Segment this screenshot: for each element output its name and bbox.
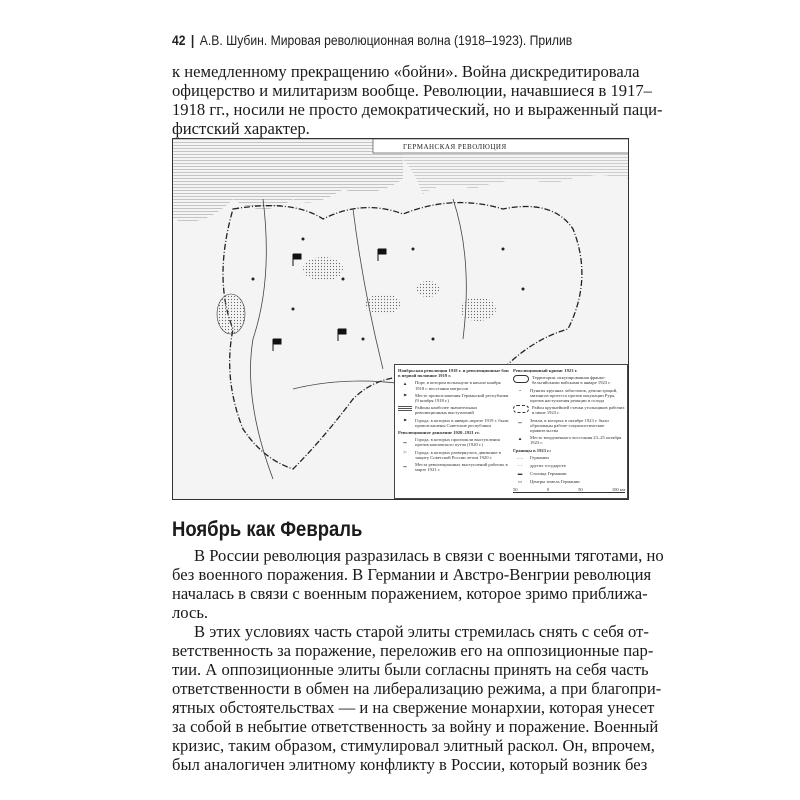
dot-icon: • bbox=[519, 388, 521, 393]
text-line: лось. bbox=[172, 603, 209, 622]
legend-item: Города, в которых развернулось движение в защиту Советской России летом 1920 г. bbox=[415, 449, 501, 460]
legend-item: Германии bbox=[530, 454, 549, 460]
text-line: ответственности в обмен на либерализацию режима, а при благопри- bbox=[172, 679, 662, 698]
legend-heading: Ноябрьская революция 1918 г. и революционные бои в первой половине 1919 г. bbox=[398, 368, 509, 379]
page-number: 42 bbox=[172, 33, 186, 48]
legend-item: других государств bbox=[530, 462, 566, 468]
legend-item: Столица Германии bbox=[530, 470, 567, 476]
text-line: ятных обстоятельствах — и на свержение монархии, которая унесет bbox=[172, 698, 655, 717]
legend-item: Территория, оккупированная франко-бельгийскими войсками в январе 1923 г. bbox=[532, 375, 611, 386]
scale-label: 50 bbox=[513, 486, 518, 492]
text-line: В этих условиях часть старой элиты стремилась снять с себя от- bbox=[194, 622, 649, 641]
dotted-area-icon bbox=[513, 405, 529, 413]
scale-label: 50 bbox=[578, 486, 583, 492]
text-line: офицерство и милитаризм вообще. Революции, начавшиеся в 1917– bbox=[172, 81, 652, 100]
section-body bbox=[172, 546, 664, 774]
triangle-icon: ▲ bbox=[517, 435, 523, 441]
pennant-icon: ⚐ bbox=[402, 450, 408, 456]
scale-label: 0 bbox=[546, 486, 549, 492]
city-underline-icon: ▁ bbox=[403, 462, 407, 468]
text-line: кризис, таким образом, стимулировал элитный раскол. Он, впрочем, bbox=[172, 736, 655, 755]
legend-item: Район крупнейшей стачки угольщиков рабочих в июне 1923 г. bbox=[532, 405, 625, 416]
text-line: 1918 гг., носили не просто демократический, но и выраженный паци- bbox=[172, 100, 663, 119]
book-title: А.В. Шубин. Мировая революционная волна (1918–1923). Прилив bbox=[199, 33, 573, 48]
revolution-area bbox=[460, 297, 496, 321]
legend-heading: Революционный кризис 1923 г. bbox=[513, 368, 578, 373]
revolution-area bbox=[365, 294, 401, 314]
legend-item: Города, в которых в январе–апреле 1919 г. были провозглашены Советские республики bbox=[415, 417, 509, 428]
flag-icon: ⚑ bbox=[402, 393, 408, 399]
section-heading: Ноябрь как Февраль bbox=[172, 518, 363, 541]
text-line: без военного поражения. В Германии и Австро-Венгрии революция bbox=[172, 565, 652, 584]
city-underline-icon: ▁ bbox=[403, 437, 407, 443]
legend-item: Порт, в котором вспыхнули в начале ноября 1918 г. восстания матросов bbox=[415, 380, 501, 391]
border-line-icon: ‒·‒ bbox=[516, 455, 524, 461]
legend-item: Места революционных выступлений рабочих в марте 1921 г. bbox=[415, 462, 508, 473]
legend-heading: Революционное движение 1920–1921 гг. bbox=[398, 430, 480, 436]
text-line: к немедленному прекращению «бойни». Война дискредитировала bbox=[172, 62, 640, 81]
revolution-area bbox=[303, 257, 343, 281]
legend-item: Земли, в которых в октябре 1923 г. были образованы рабоче-социалистические правительства bbox=[530, 417, 609, 434]
legend-item: Центры земель Германии bbox=[530, 478, 580, 484]
border-line-icon: - - bbox=[517, 463, 523, 469]
legend-heading: Границы в 1923 г.: bbox=[513, 447, 552, 453]
hatched-area-icon bbox=[398, 405, 412, 411]
text-line: В России революция разразилась в связи с военными тяготами, но bbox=[194, 546, 664, 565]
text-line: фистский характер. bbox=[172, 119, 310, 138]
legend-item: Место провозглашения Германской республики (9 ноября 1918 г.) bbox=[415, 392, 509, 404]
scale-bar bbox=[513, 487, 625, 493]
revolution-area bbox=[217, 294, 245, 334]
center-icon: ▭ bbox=[517, 479, 523, 485]
text-line: тии. А оппозиционные элиты были согласны принять на себя часть bbox=[172, 660, 649, 679]
text-line: за собой в небытие ответственность за войну и поражение. Военный bbox=[172, 717, 659, 736]
triangle-icon: ▲ bbox=[402, 380, 408, 386]
revolution-area bbox=[416, 281, 440, 297]
outline-area-icon bbox=[513, 375, 529, 383]
text-line: началась в связи с военным поражением, которое зримо приближа- bbox=[172, 584, 648, 603]
underline-icon: ▁ bbox=[518, 418, 522, 424]
running-head bbox=[172, 33, 572, 48]
scale-label: 100 км bbox=[611, 486, 625, 492]
separator: | bbox=[190, 33, 195, 48]
map-figure bbox=[172, 138, 629, 500]
map-legend bbox=[394, 364, 628, 499]
legend-item: Районы наиболее значительных революционных выступлений bbox=[415, 405, 478, 416]
capital-icon: ▬ bbox=[517, 471, 523, 477]
top-paragraph bbox=[172, 62, 663, 138]
legend-item: Пункты крупных забастовок, демонстраций, митингов протеста против оккупации Рура, против наступления реакции и голода bbox=[530, 387, 618, 404]
legend-item: Место вооруженного восстания 23–25 октября 1923 г. bbox=[530, 435, 622, 446]
legend-item: Города, в которых произошли выступления против капповского путча (1920 г.) bbox=[415, 437, 500, 448]
text-line: ветственность за поражение, переложив его на оппозиционные пар- bbox=[172, 641, 654, 660]
flag-icon: ⚑ bbox=[402, 418, 408, 424]
text-line: был аналогичен элитному конфликту в России, который возник без bbox=[172, 755, 648, 774]
map-title: ГЕРМАНСКАЯ РЕВОЛЮЦИЯ bbox=[403, 143, 507, 151]
